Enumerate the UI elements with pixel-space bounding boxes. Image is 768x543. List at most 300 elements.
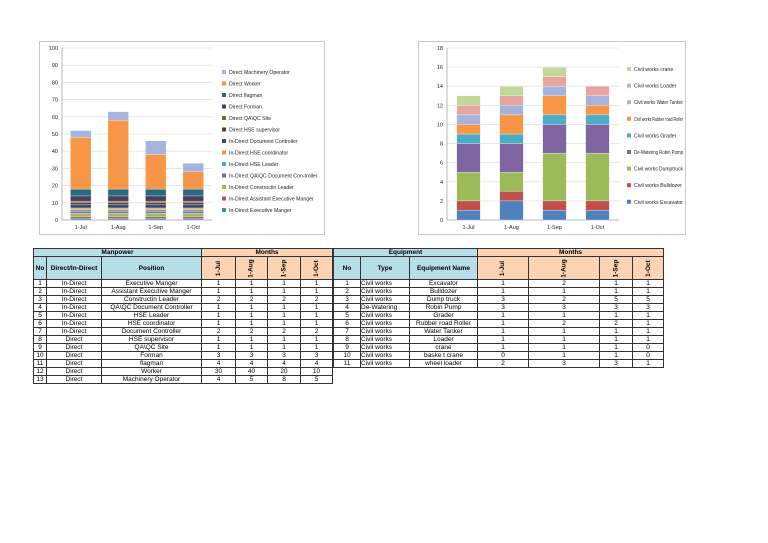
equipment-cell: 1	[334, 280, 361, 288]
equipment-cell: 3	[478, 296, 529, 304]
manpower-chart-legend-label: Direct Forman	[229, 104, 262, 111]
equipment-header-cell	[529, 257, 600, 280]
equipment-cell: 0	[478, 352, 529, 360]
manpower-row	[34, 360, 333, 368]
manpower-chart-bar-segment	[183, 213, 204, 216]
manpower-cell: 3	[236, 352, 268, 360]
equipment-chart-legend-swatch	[627, 117, 631, 121]
equipment-chart-xtick-label: 1-Sep	[547, 225, 562, 231]
manpower-chart-svg	[40, 42, 324, 234]
manpower-cell: QA\QC Document Controller	[102, 304, 202, 312]
equipment-chart-bar-segment	[586, 210, 610, 220]
manpower-cell: 40	[236, 368, 268, 376]
manpower-months-title: Months	[202, 249, 333, 257]
manpower-chart-bar-segment	[70, 205, 91, 208]
equipment-chart-bar-segment	[457, 201, 481, 211]
equipment-cell: Civil works	[361, 352, 410, 360]
manpower-header-cell	[268, 257, 301, 280]
equipment-chart-legend-label: Civil works Excavator	[634, 199, 684, 206]
manpower-chart-bar-segment	[145, 141, 166, 155]
manpower-chart-legend-swatch	[222, 151, 226, 155]
manpower-chart-ytick-label: 20	[51, 183, 58, 190]
equipment-month-header: 1-Oct	[644, 259, 652, 277]
equipment-chart-svg	[419, 42, 685, 234]
equipment-chart-bar-segment	[543, 77, 567, 87]
equipment-chart-bar-segment	[500, 172, 524, 191]
manpower-cell: Document Controller	[102, 328, 202, 336]
equipment-chart-bar-segment	[500, 191, 524, 201]
equipment-chart-bar-segment	[457, 134, 481, 144]
equipment-cell: Rubber road Roller	[410, 320, 478, 328]
equipment-row	[334, 288, 664, 296]
manpower-cell: 3	[268, 352, 301, 360]
manpower-chart-ytick-label: 80	[51, 80, 58, 87]
equipment-cell: 2	[529, 296, 600, 304]
manpower-cell: In-Direct	[47, 296, 102, 304]
equipment-row	[334, 336, 664, 344]
equipment-cell: Civil works	[361, 296, 410, 304]
manpower-cell: 1	[268, 320, 301, 328]
manpower-chart-bar-segment	[108, 112, 129, 121]
equipment-chart-bar-segment	[586, 96, 610, 106]
equipment-chart-legend-label: Civil works Rubber road Roller	[634, 116, 684, 123]
equipment-cell: 1	[529, 344, 600, 352]
manpower-cell: 1	[34, 280, 47, 288]
equipment-cell: 1	[529, 312, 600, 320]
equipment-chart-bar-segment	[543, 86, 567, 96]
manpower-chart-bar-segment	[183, 217, 204, 219]
manpower-cell: 1	[301, 312, 333, 320]
equipment-chart-legend-swatch	[627, 150, 631, 154]
equipment-cell: wheel loader	[410, 360, 478, 368]
manpower-cell: 5	[236, 376, 268, 384]
manpower-chart-xtick-label: 1-Aug	[110, 225, 126, 231]
manpower-cell: HSE supervisor	[102, 336, 202, 344]
manpower-table	[33, 248, 333, 384]
manpower-cell: 4	[236, 360, 268, 368]
manpower-row	[34, 312, 333, 320]
equipment-chart-bar-segment	[586, 153, 610, 201]
manpower-row	[34, 288, 333, 296]
equipment-cell: 0	[633, 352, 664, 360]
manpower-chart-bar-segment	[108, 201, 129, 203]
equipment-cell: 6	[334, 320, 361, 328]
manpower-chart-xtick-label: 1-Jul	[74, 225, 87, 231]
equipment-chart-ytick-label: 18	[436, 46, 443, 52]
manpower-cell: 1	[268, 280, 301, 288]
manpower-row	[34, 376, 333, 384]
equipment-cell: 3	[529, 304, 600, 312]
manpower-cell: 20	[268, 368, 301, 376]
equipment-chart-xtick-label: 1-Aug	[504, 225, 519, 231]
manpower-row	[34, 304, 333, 312]
equipment-chart-bar-segment	[500, 115, 524, 134]
equipment-cell: 1	[633, 328, 664, 336]
equipment-cell: 1	[633, 312, 664, 320]
manpower-chart-legend-label: In-Direct QA\QC Document Con-troller	[229, 173, 318, 180]
manpower-cell: 4	[202, 360, 236, 368]
manpower-cell: 2	[34, 288, 47, 296]
equipment-cell: 1	[633, 360, 664, 368]
equipment-cell: crane	[410, 344, 478, 352]
equipment-chart-bar-segment	[586, 105, 610, 115]
equipment-month-header: 1-Sep	[612, 259, 620, 277]
manpower-chart-legend-swatch	[222, 116, 226, 120]
equipment-header-cell	[600, 257, 633, 280]
manpower-chart-bar-segment	[70, 210, 91, 212]
equipment-cell: 2	[334, 288, 361, 296]
equipment-chart-bar-segment	[457, 210, 481, 220]
equipment-cell: 1	[478, 336, 529, 344]
manpower-cell: 1	[202, 312, 236, 320]
manpower-chart-ytick-label: 0	[54, 218, 58, 224]
manpower-header-cell: Direct/In-Direct	[47, 257, 102, 280]
equipment-header-cell: Equipment Name	[410, 257, 478, 280]
manpower-cell: 2	[301, 328, 333, 336]
manpower-chart-bar-segment	[145, 196, 166, 201]
manpower-chart-bar-segment	[183, 163, 204, 172]
equipment-chart-legend-swatch	[627, 67, 631, 71]
equipment-cell: 2	[478, 360, 529, 368]
equipment-chart-bar-segment	[586, 115, 610, 125]
equipment-chart-legend-swatch	[627, 200, 631, 204]
manpower-chart-legend-label: Direct HSE supervisor	[229, 127, 281, 134]
manpower-chart-bar-segment	[108, 208, 129, 210]
equipment-cell: 1	[600, 312, 633, 320]
equipment-cell: 4	[334, 304, 361, 312]
manpower-cell: Direct	[47, 360, 102, 368]
manpower-chart-bar-segment	[145, 203, 166, 205]
equipment-chart	[418, 41, 686, 235]
equipment-cell: 1	[633, 336, 664, 344]
equipment-chart-ytick-label: 12	[436, 103, 443, 110]
manpower-chart-bar-segment	[145, 211, 166, 213]
equipment-cell: Civil works	[361, 320, 410, 328]
manpower-chart-bar-segment	[70, 137, 91, 189]
manpower-chart-bar-segment	[183, 218, 204, 220]
manpower-chart-bar-segment	[108, 120, 129, 189]
equipment-chart-bar-segment	[586, 124, 610, 153]
equipment-chart-bar-segment	[586, 86, 610, 96]
manpower-chart-legend-label: Direct flagman	[229, 93, 263, 99]
equipment-month-header: 1-Aug	[560, 258, 568, 278]
manpower-cell: 2	[236, 296, 268, 304]
manpower-chart-bar-segment	[145, 201, 166, 203]
manpower-cell: Executive Manger	[102, 280, 202, 288]
equipment-cell: 2	[529, 320, 600, 328]
manpower-chart-bar-segment	[145, 217, 166, 219]
manpower-month-header: 1-Aug	[247, 258, 255, 278]
manpower-cell: In-Direct	[47, 304, 102, 312]
equipment-chart-bar-segment	[586, 201, 610, 211]
manpower-cell: 1	[301, 280, 333, 288]
manpower-chart-ytick-label: 100	[48, 46, 58, 52]
manpower-cell: In-Direct	[47, 312, 102, 320]
manpower-row	[34, 344, 333, 352]
manpower-chart-legend-swatch	[222, 185, 226, 189]
manpower-cell: 1	[236, 280, 268, 288]
manpower-cell: 10	[301, 368, 333, 376]
equipment-cell: baske t crane	[410, 352, 478, 360]
manpower-cell: In-Direct	[47, 288, 102, 296]
manpower-chart-bar-segment	[183, 196, 204, 201]
manpower-cell: Direct	[47, 344, 102, 352]
equipment-cell: 1	[478, 312, 529, 320]
equipment-cell: Grader	[410, 312, 478, 320]
manpower-chart-bar-segment	[70, 213, 91, 216]
equipment-cell: 2	[600, 320, 633, 328]
manpower-chart-legend-swatch	[222, 105, 226, 109]
manpower-cell: 1	[301, 344, 333, 352]
manpower-cell: 11	[34, 360, 47, 368]
equipment-chart-legend-label: Civil works Dumptruck	[634, 166, 684, 173]
equipment-cell: 1	[529, 336, 600, 344]
equipment-cell: 2	[529, 280, 600, 288]
equipment-header-cell	[478, 257, 529, 280]
manpower-cell: 2	[301, 296, 333, 304]
equipment-cell: Civil works	[361, 288, 410, 296]
equipment-cell: 1	[478, 328, 529, 336]
manpower-cell: 2	[236, 328, 268, 336]
manpower-cell: Machinery Operator	[102, 376, 202, 384]
equipment-cell: 1	[600, 328, 633, 336]
equipment-cell: 1	[478, 280, 529, 288]
equipment-table	[333, 248, 664, 368]
equipment-row	[334, 360, 664, 368]
equipment-cell: 1	[529, 328, 600, 336]
manpower-chart-bar-segment	[183, 201, 204, 203]
equipment-cell: Civil works	[361, 344, 410, 352]
equipment-chart-xtick-label: 1-Jul	[462, 225, 475, 231]
equipment-cell: 8	[334, 336, 361, 344]
manpower-header-cell	[236, 257, 268, 280]
equipment-chart-bar-segment	[543, 96, 567, 115]
manpower-cell: 2	[202, 328, 236, 336]
manpower-cell: 1	[202, 320, 236, 328]
equipment-cell: Civil works	[361, 328, 410, 336]
manpower-chart-legend-label: In-Direct HSE coordinator	[229, 150, 289, 157]
equipment-chart-bar-segment	[543, 124, 567, 153]
manpower-chart-bar-segment	[183, 203, 204, 205]
manpower-chart-ytick-label: 90	[51, 63, 58, 70]
manpower-chart-ytick-label: 40	[51, 149, 58, 156]
equipment-cell: 5	[600, 296, 633, 304]
equipment-chart-bar-segment	[457, 115, 481, 125]
equipment-header-cell: No	[334, 257, 361, 280]
manpower-title: Manpower	[34, 249, 202, 257]
equipment-chart-bar-segment	[457, 105, 481, 115]
manpower-cell: 1	[301, 320, 333, 328]
manpower-cell: 1	[268, 312, 301, 320]
equipment-cell: 3	[600, 360, 633, 368]
manpower-cell: 4	[301, 360, 333, 368]
manpower-chart-bar-segment	[183, 189, 204, 196]
equipment-cell: 3	[600, 304, 633, 312]
manpower-row	[34, 352, 333, 360]
manpower-cell: 1	[268, 304, 301, 312]
manpower-chart-legend-swatch	[222, 197, 226, 201]
manpower-cell: 1	[236, 304, 268, 312]
manpower-chart-legend-label: Direct Machinery Operator	[229, 70, 290, 76]
manpower-cell: 1	[202, 344, 236, 352]
manpower-cell: Constructin Leader	[102, 296, 202, 304]
manpower-header-cell	[301, 257, 333, 280]
equipment-cell: 1	[529, 288, 600, 296]
manpower-chart-legend-swatch	[222, 139, 226, 143]
manpower-cell: 30	[202, 368, 236, 376]
manpower-chart-legend-swatch	[222, 162, 226, 166]
equipment-cell: 1	[633, 288, 664, 296]
manpower-cell: Direct	[47, 376, 102, 384]
equipment-chart-legend-swatch	[627, 167, 631, 171]
manpower-cell: In-Direct	[47, 328, 102, 336]
manpower-cell: 5	[301, 376, 333, 384]
equipment-row	[334, 352, 664, 360]
manpower-month-header: 1-Sep	[280, 259, 288, 277]
manpower-cell: 6	[34, 320, 47, 328]
equipment-cell: 9	[334, 344, 361, 352]
manpower-chart-bar-segment	[183, 211, 204, 213]
manpower-chart-bar-segment	[108, 210, 129, 212]
manpower-chart-bar-segment	[145, 155, 166, 189]
equipment-title: Equipment	[334, 249, 478, 257]
manpower-chart-bar-segment	[70, 203, 91, 205]
manpower-cell: 1	[202, 280, 236, 288]
manpower-cell: Direct	[47, 352, 102, 360]
manpower-chart-legend-label: In-Direct Executive Manger	[229, 208, 292, 214]
equipment-header-cell: Type	[361, 257, 410, 280]
manpower-chart-bar-segment	[183, 210, 204, 212]
manpower-cell: In-Direct	[47, 320, 102, 328]
equipment-cell: 5	[334, 312, 361, 320]
manpower-row	[34, 320, 333, 328]
manpower-row	[34, 296, 333, 304]
manpower-cell: 8	[34, 336, 47, 344]
manpower-cell: 2	[202, 296, 236, 304]
equipment-chart-bar-segment	[500, 201, 524, 220]
equipment-cell: 3	[334, 296, 361, 304]
equipment-chart-ytick-label: 0	[439, 218, 443, 224]
manpower-cell: 1	[301, 288, 333, 296]
manpower-header-cell: Position	[102, 257, 202, 280]
equipment-chart-bar-segment	[457, 96, 481, 106]
manpower-cell: Direct	[47, 336, 102, 344]
manpower-chart-legend-swatch	[222, 128, 226, 132]
manpower-cell: In-Direct	[47, 280, 102, 288]
manpower-chart-bar-segment	[108, 218, 129, 220]
equipment-cell: Civil works	[361, 360, 410, 368]
manpower-cell: 1	[301, 336, 333, 344]
manpower-chart-bar-segment	[108, 211, 129, 213]
equipment-chart-bar-segment	[500, 105, 524, 115]
equipment-cell: 1	[600, 344, 633, 352]
manpower-cell: 4	[268, 360, 301, 368]
manpower-cell: 5	[34, 312, 47, 320]
equipment-row	[334, 296, 664, 304]
equipment-cell: 10	[334, 352, 361, 360]
equipment-chart-legend-label: Civil works Water Tanker	[634, 100, 684, 107]
equipment-row	[334, 320, 664, 328]
manpower-chart-legend-label: Direct Worker	[229, 81, 261, 88]
manpower-cell: 4	[34, 304, 47, 312]
manpower-cell: 13	[34, 376, 47, 384]
manpower-cell: 1	[236, 336, 268, 344]
equipment-cell: 3	[478, 304, 529, 312]
manpower-chart-legend-swatch	[222, 70, 226, 74]
manpower-chart-legend-label: In-Direct Constructin Leader	[229, 185, 294, 191]
manpower-chart-legend-swatch	[222, 174, 226, 178]
equipment-cell: 1	[529, 352, 600, 360]
equipment-cell: Civil works	[361, 336, 410, 344]
equipment-chart-bar-segment	[543, 153, 567, 201]
manpower-chart-bar-segment	[70, 131, 91, 138]
manpower-chart	[39, 41, 325, 235]
equipment-chart-bar-segment	[457, 172, 481, 201]
manpower-chart-legend-label: In-Direct Document Controller	[229, 139, 298, 145]
manpower-chart-ytick-label: 70	[51, 97, 58, 104]
manpower-chart-ytick-label: 50	[51, 132, 58, 138]
manpower-month-header: 1-Oct	[313, 259, 320, 277]
equipment-row	[334, 344, 664, 352]
manpower-chart-xtick-label: 1-Oct	[186, 225, 200, 231]
manpower-cell: 1	[236, 344, 268, 352]
manpower-chart-legend-swatch	[222, 208, 226, 212]
manpower-header-cell	[202, 257, 236, 280]
equipment-chart-bar-segment	[543, 67, 567, 77]
equipment-cell: Loader	[410, 336, 478, 344]
equipment-chart-ytick-label: 16	[436, 65, 443, 72]
manpower-chart-legend-label: Direct QA\QC Site	[229, 116, 272, 122]
manpower-chart-bar-segment	[183, 205, 204, 208]
manpower-chart-xtick-label: 1-Sep	[148, 225, 164, 231]
manpower-chart-ytick-label: 10	[51, 200, 58, 207]
manpower-cell: Forman	[102, 352, 202, 360]
manpower-cell: 1	[268, 288, 301, 296]
manpower-chart-bar-segment	[70, 189, 91, 196]
equipment-chart-ytick-label: 10	[436, 122, 443, 129]
equipment-chart-xtick-label: 1-Oct	[590, 225, 605, 231]
manpower-cell: Assistant Executive Manger	[102, 288, 202, 296]
equipment-chart-legend-swatch	[627, 133, 631, 137]
equipment-chart-legend-label: Civil works Bulldozer	[634, 183, 682, 190]
manpower-chart-bar-segment	[108, 203, 129, 205]
equipment-cell: De-Watering	[361, 304, 410, 312]
manpower-chart-bar-segment	[145, 189, 166, 196]
manpower-cell: 2	[268, 328, 301, 336]
manpower-cell: 3	[301, 352, 333, 360]
manpower-chart-ytick-label: 30	[51, 166, 58, 173]
equipment-cell: 1	[600, 352, 633, 360]
equipment-chart-legend-label: Civil works crane	[634, 67, 674, 73]
equipment-chart-bar-segment	[543, 201, 567, 211]
equipment-cell: 3	[633, 304, 664, 312]
equipment-chart-ytick-label: 14	[436, 84, 443, 91]
manpower-cell: Direct	[47, 368, 102, 376]
equipment-cell: Bulldozer	[410, 288, 478, 296]
manpower-chart-legend-swatch	[222, 82, 226, 86]
equipment-row	[334, 312, 664, 320]
equipment-cell: 1	[633, 320, 664, 328]
manpower-chart-legend-label: In-Direct Assistant Executive Manger	[229, 196, 314, 203]
equipment-chart-ytick-label: 2	[439, 198, 443, 205]
equipment-chart-ytick-label: 8	[439, 141, 443, 148]
manpower-cell: 1	[301, 304, 333, 312]
manpower-cell: 1	[202, 336, 236, 344]
manpower-chart-bar-segment	[145, 213, 166, 216]
equipment-chart-legend-swatch	[627, 100, 631, 104]
equipment-cell: 1	[478, 320, 529, 328]
manpower-chart-bar-segment	[145, 210, 166, 212]
